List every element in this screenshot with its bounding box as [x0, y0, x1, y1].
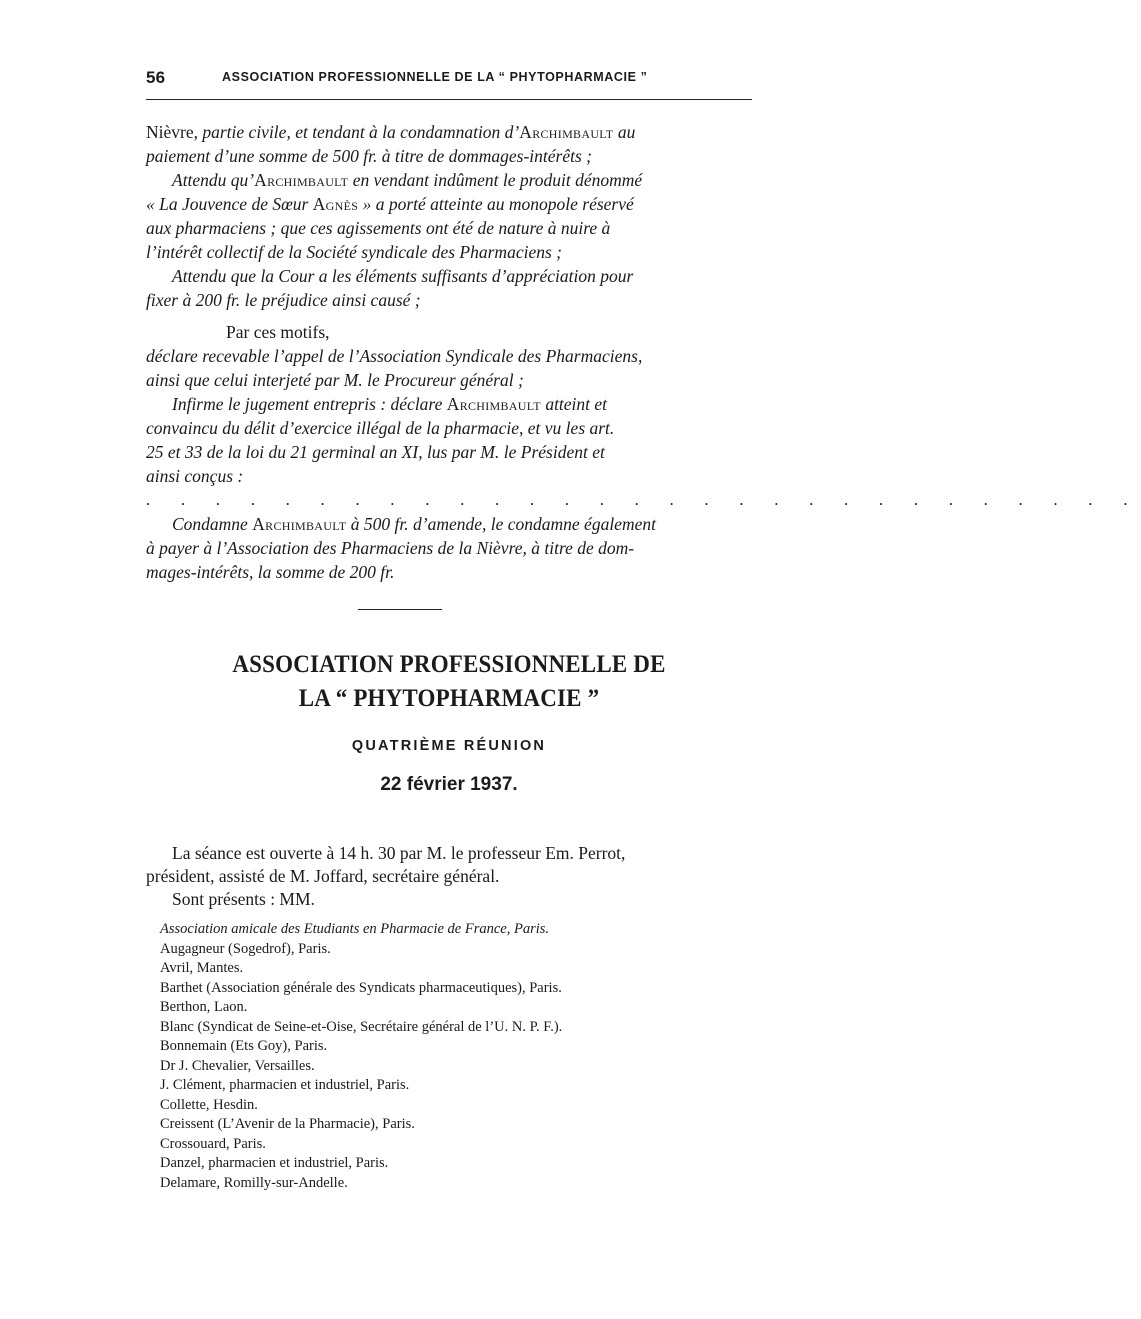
meeting-date: 22 février 1937.: [380, 774, 518, 795]
judgment-line: aux pharmaciens ; que ces agissements ont été de nature à nuire à: [146, 218, 611, 238]
attendee-item: Avril, Mantes.: [160, 960, 244, 976]
decision-line: ainsi que celui interjeté par M. le Procureur général ;: [146, 370, 524, 390]
sentence-line: Condamne Archimbault à 500 fr. d’amende, le condamne également: [172, 514, 656, 534]
sentence-line: à payer à l’Association des Pharmaciens de la Nièvre, à titre de dom-: [146, 538, 635, 558]
attendee-item: Bonnemain (Ets Goy), Paris.: [160, 1038, 328, 1054]
attendee-item: Augagneur (Sogedrof), Paris.: [160, 940, 331, 957]
header-rule: [146, 99, 752, 100]
attendee-item: Creissent (L’Avenir de la Pharmacie), Paris.: [160, 1116, 415, 1132]
opening-line: président, assisté de M. Joffard, secrétaire général.: [146, 866, 500, 886]
decision-line: Infirme le jugement entrepris : déclare Archimbault atteint et: [172, 394, 608, 414]
judgment-line: l’intérêt collectif de la Société syndicale des Pharmaciens ;: [146, 242, 562, 262]
attendee-item: Barthet (Association générale des Syndicats pharmaceutiques), Paris.: [160, 979, 562, 996]
attendee-item: Blanc (Syndicat de Seine-et-Oise, Secrétaire général de l’U. N. P. F.).: [160, 1018, 563, 1035]
attendee-item: Collette, Hesdin.: [160, 1096, 258, 1113]
judgment-line: paiement d’une somme de 500 fr. à titre de dommages-intérêts ;: [146, 146, 593, 166]
judgment-line: Attendu qu’Archimbault en vendant indûment le produit dénommé: [172, 170, 643, 190]
section-title: [170, 648, 728, 716]
running-title: ASSOCIATION PROFESSIONNELLE DE LA “ PHYTOPHARMACIE ”: [222, 70, 648, 84]
attendee-item: Danzel, pharmacien et industriel, Paris.: [160, 1155, 389, 1171]
decision-paragraphs: [146, 344, 752, 488]
section-subtitle: QUATRIÈME RÉUNION: [351, 738, 547, 754]
decision-line: ainsi conçus :: [146, 466, 244, 486]
section-title-line1: ASSOCIATION PROFESSIONNELLE DE: [232, 651, 666, 678]
judgment-paragraphs: [146, 120, 752, 312]
decision-line: déclare recevable l’appel de l’Association Syndicale des Pharmaciens,: [146, 346, 643, 366]
attendee-item: Berthon, Laon.: [160, 999, 248, 1015]
judgment-line: Nièvre, partie civile, et tendant à la condamnation d’Archimbault au: [146, 122, 636, 142]
judgment-line: « La Jouvence de Sœur Agnès » a porté atteinte au monopole réservé: [146, 194, 634, 214]
judgment-line: fixer à 200 fr. le préjudice ainsi causé ;: [146, 290, 421, 310]
sentence-line: mages-intérêts, la somme de 200 fr.: [146, 562, 395, 582]
sentence-paragraph: [146, 512, 752, 584]
attendee-item: J. Clément, pharmacien et industriel, Paris.: [160, 1077, 410, 1093]
attendee-item: Dr J. Chevalier, Versailles.: [160, 1057, 315, 1074]
page-number: 56: [146, 68, 166, 87]
section-separator: [358, 609, 442, 610]
judgment-line: Attendu que la Cour a les éléments suffisants d’appréciation pour: [172, 266, 634, 286]
opening-paragraph: [146, 842, 752, 911]
ellipsis-dots: . . . . . . . . . . . . . . . . . . . . . . . . . . . . .: [146, 490, 1141, 509]
attendee-item: Association amicale des Etudiants en Pharmacie de France, Paris.: [160, 921, 550, 937]
opening-line: Sont présents : MM.: [172, 889, 315, 909]
decision-line: 25 et 33 de la loi du 21 germinal an XI, lus par M. le Président et: [146, 442, 605, 462]
section-title-line2: LA “ PHYTOPHARMACIE ”: [298, 685, 600, 712]
attendee-item: Crossouard, Paris.: [160, 1135, 266, 1152]
opening-line: La séance est ouverte à 14 h. 30 par M. le professeur Em. Perrot,: [172, 843, 626, 863]
decision-line: convaincu du délit d’exercice illégal de la pharmacie, et vu les art.: [146, 418, 615, 438]
attendee-item: Delamare, Romilly-sur-Andelle.: [160, 1174, 348, 1191]
par-ces-motifs: [146, 320, 752, 344]
attendee-list: [160, 920, 760, 1193]
motifs-line: Par ces motifs,: [226, 322, 330, 342]
page-header: [146, 64, 752, 90]
